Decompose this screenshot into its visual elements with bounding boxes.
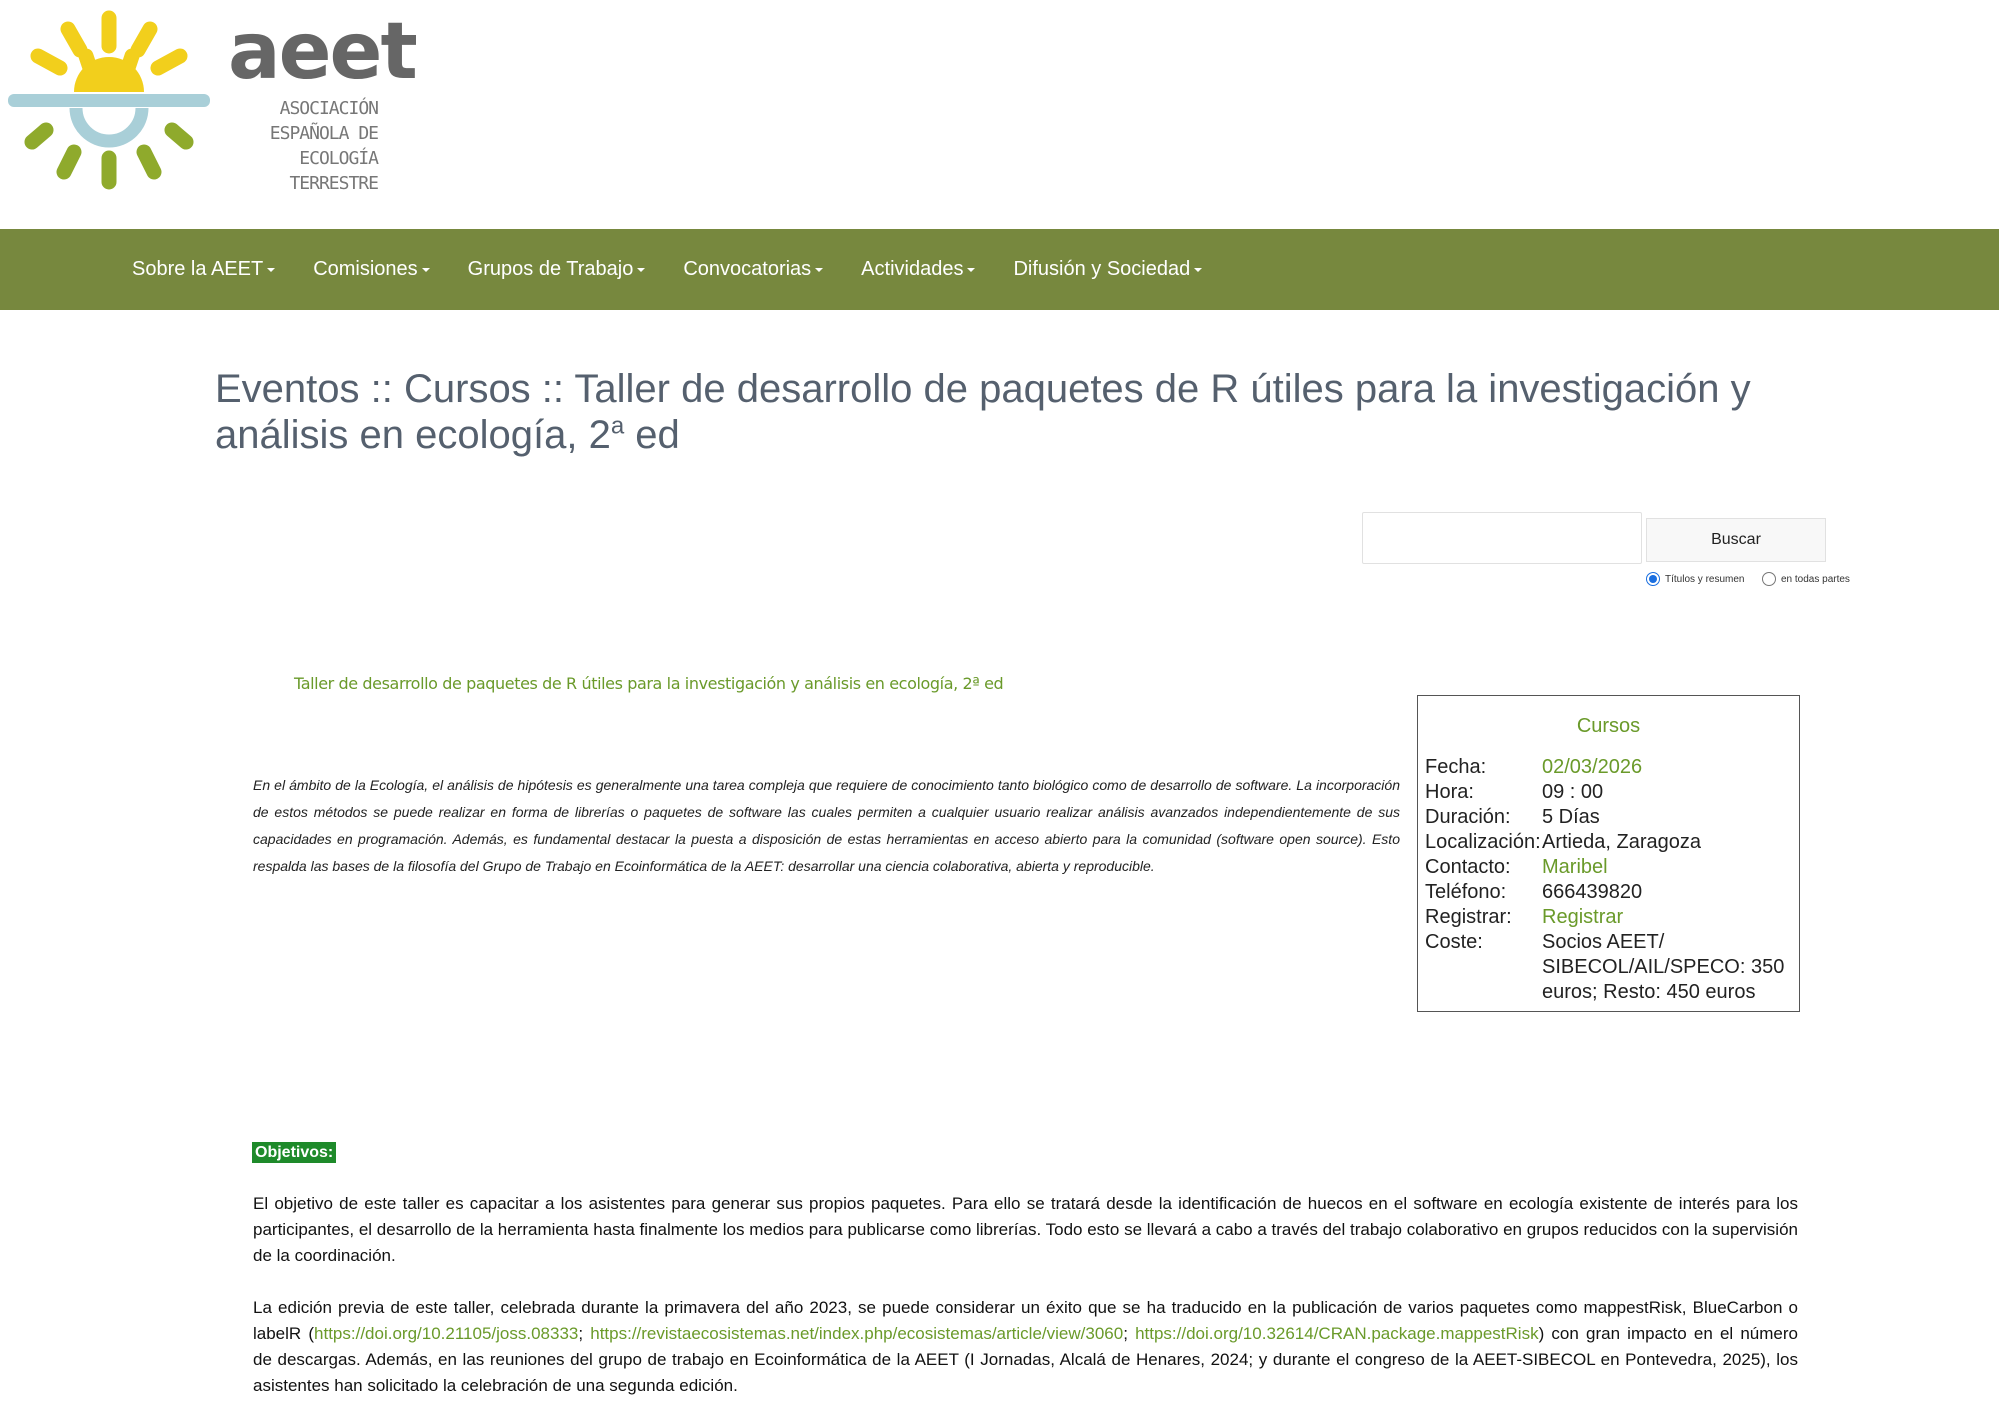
- nav-menu: [132, 229, 1240, 310]
- search-option-titles[interactable]: Títulos y resumen: [1646, 572, 1744, 586]
- nav-item-sobre[interactable]: Sobre la AEET: [132, 258, 275, 281]
- revista-ecosistemas-link[interactable]: https://revistaecosistemas.net/index.php/ecosistemas/article/view/3060: [590, 1324, 1124, 1343]
- contacto-link[interactable]: Maribel: [1542, 856, 1608, 878]
- caret-down-icon: [267, 268, 275, 272]
- caret-down-icon: [967, 268, 975, 272]
- fecha-link[interactable]: 02/03/2026: [1542, 756, 1643, 778]
- nav-item-convocatorias[interactable]: Convocatorias: [683, 258, 823, 281]
- caret-down-icon: [815, 268, 823, 272]
- registrar-link[interactable]: Registrar: [1542, 906, 1624, 928]
- main-navbar: [0, 229, 1999, 310]
- caret-down-icon: [422, 268, 430, 272]
- caret-down-icon: [637, 268, 645, 272]
- objetivos-paragraph-2: La edición previa de este taller, celebrada durante la primavera del año 2023, se puede considerar un éxito que se ha traducido en la publicación de varios paquetes como mappestRisk, BlueCarbon o labelR (https://doi.org/10.21105/joss.08333; https://revistaecosistemas.net/index.php/ecosistemas/article/view/3060; https://doi.org/10.32614/CRAN.package.mappestRisk) con gran impacto en el número de descargas. Además, en las reuniones del grupo de trabajo en Ecoinformática de la AEET (I Jornadas, Alcalá de Henares, 2024; y durante el congreso de la AEET-SIBECOL en Pontevedra, 2025), los asistentes han solicitado la celebración de una segunda edición.: [253, 1298, 1798, 1395]
- sun-logo-icon: [8, 10, 223, 200]
- nav-item-difusion[interactable]: Difusión y Sociedad: [1013, 258, 1202, 281]
- search-input[interactable]: [1362, 512, 1642, 564]
- search-option-everywhere[interactable]: en todas partes: [1762, 572, 1850, 586]
- aeet-logo[interactable]: [8, 7, 416, 200]
- logo-subtitle: ASOCIACIÓN ESPAÑOLA DE ECOLOGÍA TERRESTRE: [269, 98, 378, 194]
- nav-item-comisiones[interactable]: Comisiones: [313, 258, 429, 281]
- objetivos-label: Objetivos:: [252, 1142, 336, 1163]
- info-heading: Cursos: [1576, 715, 1641, 737]
- doi-link-cran[interactable]: https://doi.org/10.32614/CRAN.package.mappestRisk: [1135, 1324, 1539, 1343]
- radio-selected-icon[interactable]: [1646, 572, 1660, 586]
- nav-item-actividades[interactable]: Actividades: [861, 258, 975, 281]
- site-header: [0, 0, 1999, 229]
- event-info-box: Cursos Fecha: 02/03/2026 Hora: 09 : 00 Duración: 5 Días Localización: Artieda, Zaragoza Contacto: Maribel Teléfono: 666439820 Registrar: Registrar Coste: Socios AEET/ SIBECOL/AIL/SPECO: 350 euros; Resto: 450 euros: [1417, 695, 1800, 1012]
- page-title: Eventos :: Cursos :: Taller de desarrollo de paquetes de R útiles para la investigación y análisis en ecología, 2$^a$ ed: [215, 367, 1751, 457]
- event-subtitle: Taller de desarrollo de paquetes de R útiles para la investigación y análisis en ecología, 2ª ed: [294, 674, 1004, 693]
- nav-item-grupos[interactable]: Grupos de Trabajo: [468, 258, 646, 281]
- caret-down-icon: [1194, 268, 1202, 272]
- doi-link-joss[interactable]: https://doi.org/10.21105/joss.08333: [314, 1324, 579, 1343]
- radio-unselected-icon[interactable]: [1762, 572, 1776, 586]
- search-button[interactable]: Buscar: [1646, 518, 1826, 562]
- objetivos-paragraph-1: El objetivo de este taller es capacitar a los asistentes para generar sus propios paquetes. Para ello se tratará desde la identificación de huecos en el software en ecología existente de interés para los participantes, el desarrollo de la herramienta hasta finalmente los medios para publicarse como librerías. Todo esto se llevará a cabo a través del trabajo colaborativo en grupos reducidos con la supervisión de la coordinación.: [253, 1194, 1798, 1265]
- logo-wordmark: aeet: [228, 7, 416, 97]
- event-intro: En el ámbito de la Ecología, el análisis de hipótesis es generalmente una tarea compleja que requiere de conocimiento tanto biológico como de desarrollo de software. La incorporación de estos métodos se puede realizar en forma de librerías o paquetes de software las cuales permiten a cualquier usuario realizar análisis avanzados independientemente de sus capacidades en programación. Además, es fundamental destacar la puesta a disposición de estas herramientas en acceso abierto para la comunidad (software open source). Esto respalda las bases de la filosofía del Grupo de Trabajo en Ecoinformática de la AEET: desarrollar una ciencia colaborativa, abierta y reproducible.: [253, 777, 1400, 874]
